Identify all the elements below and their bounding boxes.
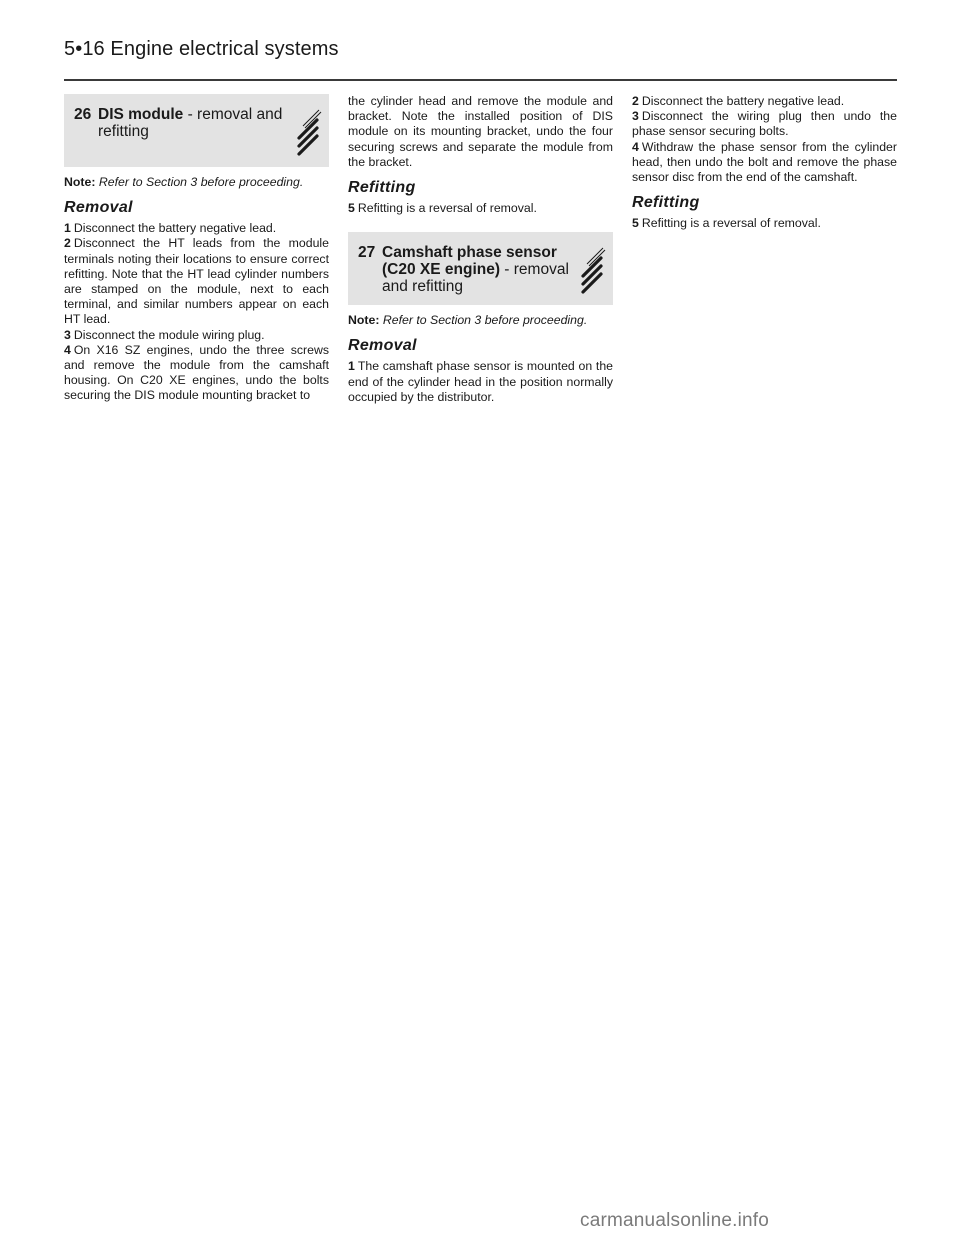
watermark: carmanualsonline.info xyxy=(580,1210,770,1231)
refitting-heading: Refitting xyxy=(632,194,700,212)
section-number: 26 xyxy=(74,106,92,123)
section-title-rest: - removal and refitting xyxy=(98,106,283,140)
section-27-header xyxy=(348,232,613,305)
section-title xyxy=(382,244,575,295)
section-number: 27 xyxy=(358,244,376,262)
page-header: 5•16 Engine electrical systems xyxy=(64,38,339,60)
continued-text: the cylinder head and remove the module and bracket. Note the installed position of DIS module on its mounting bracket, undo the four securing screws and separate the module from the bracket. xyxy=(348,94,613,169)
step-text: Disconnect the HT leads from the module terminals noting their locations to ensure correct refitting. Note that the HT lead cylinder numbers are stamped on the module, next to each terminal, and similar numbers appear on each HT lead. xyxy=(64,236,329,327)
column-2 xyxy=(348,94,613,405)
step xyxy=(348,201,613,216)
step-number: 3 xyxy=(632,109,639,124)
note-label: Note: xyxy=(64,175,96,189)
step xyxy=(632,109,897,139)
step xyxy=(348,359,613,405)
step xyxy=(632,216,897,231)
step xyxy=(64,343,329,404)
step-text: On X16 SZ engines, undo the three screws and remove the module from the camshaft housing. On C20 XE engines, undo the bolts securing the DIS module mounting bracket to xyxy=(64,342,329,403)
step-number: 2 xyxy=(632,94,639,108)
step-number: 5 xyxy=(632,216,639,231)
removal-heading: Removal xyxy=(348,337,417,355)
header-rule xyxy=(64,79,897,81)
note-text: Refer to Section 3 before proceeding. xyxy=(382,313,588,328)
step-text: Disconnect the wiring plug then undo the phase sensor securing bolts. xyxy=(632,109,897,139)
step xyxy=(64,221,329,236)
section-title-bold: Camshaft phase sensor (C20 XE engine) xyxy=(382,244,557,279)
step-number: 2 xyxy=(64,236,71,251)
column-3 xyxy=(632,94,897,231)
step xyxy=(632,140,897,186)
note xyxy=(348,313,613,328)
step xyxy=(64,328,329,343)
section-title-bold: DIS module xyxy=(98,106,184,123)
section-26-header xyxy=(64,94,329,167)
step-text: Withdraw the phase sensor from the cylinder head, then undo the bolt and remove the phase sensor disc from the end of the camshaft. xyxy=(632,139,897,185)
note-text: Refer to Section 3 before proceeding. xyxy=(98,175,304,189)
note-label: Note: xyxy=(348,313,380,328)
removal-heading: Removal xyxy=(64,199,133,217)
step-text: Disconnect the battery negative lead. xyxy=(73,221,277,236)
step-number: 4 xyxy=(632,139,639,154)
step-text: Disconnect the module wiring plug. xyxy=(73,327,265,342)
step xyxy=(632,94,897,109)
step xyxy=(64,236,329,327)
wrench-difficulty-icon xyxy=(579,240,609,296)
column-1 xyxy=(64,94,329,404)
note xyxy=(64,175,329,190)
step-number: 1 xyxy=(348,359,355,374)
step-text: Disconnect the battery negative lead. xyxy=(641,94,845,108)
section-title xyxy=(98,106,291,140)
step-number: 4 xyxy=(64,342,71,357)
refitting-heading: Refitting xyxy=(348,179,416,197)
step-text: The camshaft phase sensor is mounted on the end of the cylinder head in the position normally occupied by the distributor. xyxy=(348,359,613,404)
step-number: 5 xyxy=(348,201,355,216)
step-number: 3 xyxy=(64,327,71,342)
section-title-rest: - removal and refitting xyxy=(382,261,569,296)
step-text: Refitting is a reversal of removal. xyxy=(641,216,821,231)
step-number: 1 xyxy=(64,221,71,236)
wrench-difficulty-icon xyxy=(295,102,325,158)
step-text: Refitting is a reversal of removal. xyxy=(357,201,537,216)
